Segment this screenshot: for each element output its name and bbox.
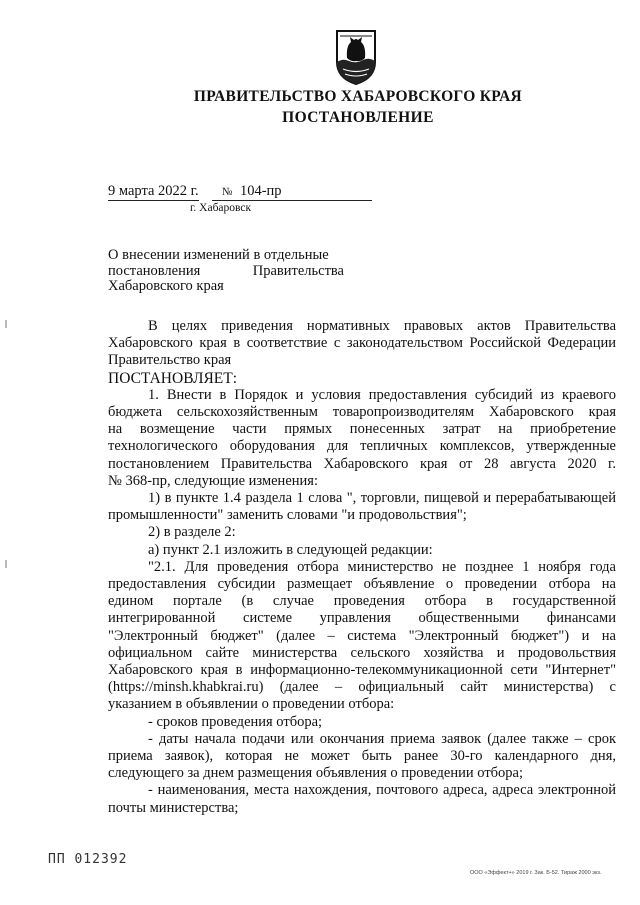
body-line: - наименования, места нахождения, почтового адреса, адреса электронной — [148, 782, 616, 799]
government-title: ПРАВИТЕЛЬСТВО ХАБАРОВСКОГО КРАЯ — [193, 88, 523, 105]
body-line: (https://minsh.khabkrai.ru) (далее – официальный сайт министерства) с — [108, 679, 616, 696]
body-line: ПОСТАНОВЛЯЕТ: — [108, 369, 238, 387]
body-line: - даты начала подачи или окончания приема заявок (далее также – срок — [148, 730, 616, 747]
body-line: 1. Внести в Порядок и условия предоставления субсидий из краевого — [148, 386, 616, 403]
body-line: следующего за днем размещения объявления о проведении отбора; — [108, 765, 524, 782]
subject-line-1: О внесении изменений в отдельные — [108, 247, 329, 263]
printer-imprint: ООО «Эффект+» 2019 г. Зак. Б-52. Тираж 2000 экз. — [470, 870, 602, 876]
body-line: 1) в пункте 1.4 раздела 1 слова ", торговли, пищевой и перерабатывающей — [148, 490, 616, 507]
document-number: 104-пр — [239, 183, 282, 199]
body-line: В целях приведения нормативных правовых актов Правительства — [148, 318, 616, 334]
subject-line-2b: Правительства — [252, 262, 344, 279]
body-line: почты министерства; — [108, 799, 239, 816]
document-date: 9 марта 2022 г. — [108, 183, 199, 199]
body-line: № 368-пр, следующие изменения: — [108, 472, 318, 489]
city-label: г. Хабаровск — [190, 202, 252, 214]
subject-line-2a: постановления — [108, 262, 201, 279]
document-subject — [108, 248, 344, 295]
scan-margin-mark — [5, 320, 7, 328]
scan-margin-mark — [5, 560, 7, 568]
body-line: 2) в разделе 2: — [148, 524, 236, 541]
coat-of-arms-emblem — [333, 28, 379, 86]
body-line: интегрированной системе управления общественными финансами — [108, 610, 616, 627]
document-body — [108, 318, 616, 817]
document-type: ПОСТАНОВЛЕНИЕ — [282, 109, 434, 126]
body-line: "2.1. Для проведения отбора министерство не позднее 1 ноября года — [148, 558, 616, 575]
body-line: Хабаровского края в соответствие с законодательством Российской Федерации — [108, 335, 616, 352]
body-line: промышленности" заменить словами "и продовольствия"; — [108, 507, 467, 524]
body-line: Хабаровского края в информационно-телекоммуникационной сети "Интернет" — [108, 662, 616, 679]
body-line: постановлением Правительства Хабаровского края от 28 августа 2020 г. — [108, 455, 616, 472]
body-line: а) пункт 2.1 изложить в следующей редакции: — [148, 541, 433, 558]
body-line: - сроков проведения отбора; — [148, 713, 323, 730]
body-line: технологического оборудования для тепличных комплексов, утвержденные — [108, 438, 616, 455]
body-line: приема заявок), которая не может быть ранее 30-го календарного дня, — [108, 748, 616, 765]
form-code: ПП 012392 — [48, 852, 128, 867]
registration-line — [108, 183, 372, 201]
subject-line-3: Хабаровского края — [108, 278, 224, 294]
body-line: бюджета сельскохозяйственным товаропроизводителям Хабаровского края — [108, 404, 616, 421]
body-line: Правительство края — [108, 352, 232, 369]
body-line: указанием в объявлении о проведении отбора: — [108, 696, 395, 713]
body-line: предоставления субсидии размещает объявление о проведении отбора на — [108, 576, 616, 593]
number-block — [212, 183, 372, 201]
body-line: официальном сайте министерства сельского хозяйства и продовольствия — [108, 644, 616, 661]
body-line: на возмещение части прямых понесенных затрат на приобретение — [108, 421, 616, 438]
body-line: "Электронный бюджет" (далее – система "Электронный бюджет") и на — [108, 627, 616, 644]
number-label: № — [221, 186, 233, 198]
subject-line-2 — [108, 264, 344, 280]
body-line: едином портале (в случае проведения отбора в государственной — [108, 593, 616, 610]
